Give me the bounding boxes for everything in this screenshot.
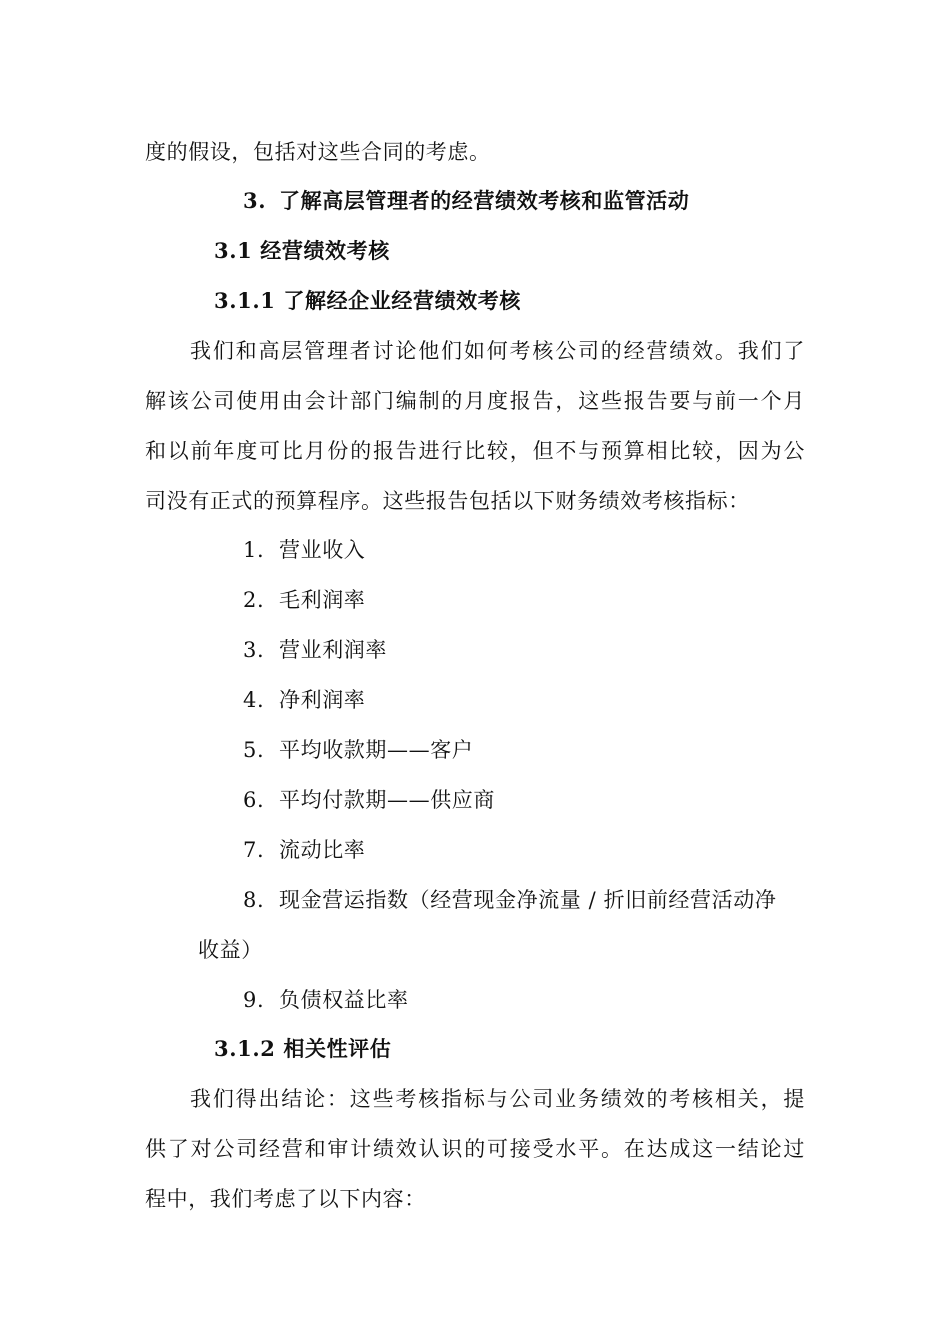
list-item: [243, 585, 365, 615]
list-item: [243, 885, 776, 915]
list-item-text: 现金营运指数（经营现金净流量 / 折旧前经营活动净: [279, 888, 777, 912]
list-item: [243, 535, 365, 565]
paragraph-line: 我们和高层管理者讨论他们如何考核公司的经营绩效。我们了: [190, 339, 805, 363]
list-item-text: 营业利润率: [279, 638, 387, 662]
paragraph-line: 解该公司使用由会计部门编制的月度报告，这些报告要与前一个月: [145, 389, 805, 413]
section-3-1-1-heading: 3.1.1 了解经企业经营绩效考核: [214, 288, 521, 313]
list-item-text: 净利润率: [279, 688, 366, 712]
list-item: [243, 635, 387, 665]
list-item-number: 7.: [243, 838, 265, 862]
list-item: [243, 735, 473, 765]
list-item-number: 2.: [243, 588, 265, 612]
list-item: [243, 785, 495, 815]
list-item-number: 3.: [243, 638, 265, 662]
paragraph-line: 供了对公司经营和审计绩效认识的可接受水平。在达成这一结论过: [145, 1137, 805, 1161]
list-item-number: 8.: [243, 888, 265, 912]
list-item-continuation: 收益）: [198, 938, 263, 962]
list-item-number: 5.: [243, 738, 265, 762]
section-3-1-heading: 3.1 经营绩效考核: [214, 238, 390, 263]
list-item: [243, 985, 409, 1015]
section-3-title: 了解高层管理者的经营绩效考核和监管活动: [279, 188, 690, 213]
list-item-number: 4.: [243, 688, 265, 712]
section-3-1-2-heading: 3.1.2 相关性评估: [214, 1036, 392, 1061]
paragraph-line: 程中，我们考虑了以下内容：: [145, 1187, 426, 1211]
paragraph-line: 我们得出结论：这些考核指标与公司业务绩效的考核相关，提: [190, 1087, 805, 1111]
section-3-number: 3.: [243, 188, 267, 213]
list-item-text: 平均付款期——供应商: [279, 788, 495, 812]
paragraph-line: 司没有正式的预算程序。这些报告包括以下财务绩效考核指标：: [145, 489, 750, 513]
list-item: [243, 835, 365, 865]
paragraph-line: 和以前年度可比月份的报告进行比较，但不与预算相比较，因为公: [145, 439, 805, 463]
list-item-text: 毛利润率: [279, 588, 366, 612]
list-item-number: 9.: [243, 988, 265, 1012]
list-item-text: 营业收入: [279, 538, 366, 562]
continuation-text: 度的假设，包括对这些合同的考虑。: [145, 140, 491, 164]
list-item-text: 负债权益比率: [279, 988, 409, 1012]
list-item-number: 6.: [243, 788, 265, 812]
list-item: [243, 685, 365, 715]
section-3-heading: [243, 186, 689, 216]
list-item-text: 流动比率: [279, 838, 366, 862]
list-item-number: 1.: [243, 538, 265, 562]
list-item-text: 平均收款期——客户: [279, 738, 474, 762]
